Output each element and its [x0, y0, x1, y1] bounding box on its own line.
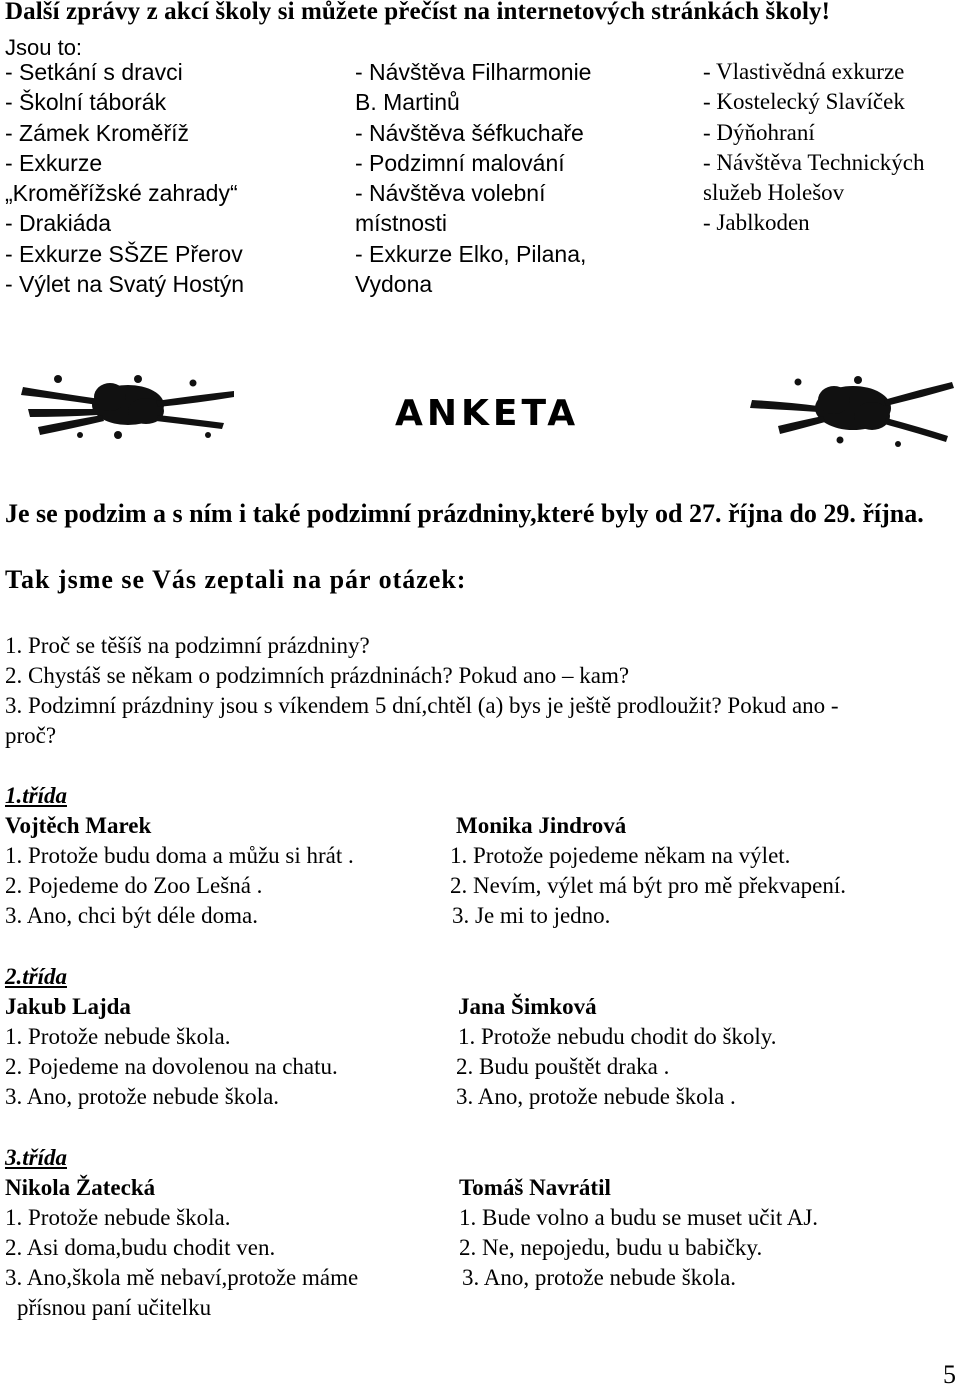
- list-item: - Exkurze SŠZE Přerov: [5, 240, 243, 267]
- student-name: Monika Jindrová: [456, 813, 627, 838]
- list-item: - Návštěva Technických: [703, 149, 925, 175]
- list-item: - Vlastivědná exkurze: [703, 59, 905, 84]
- student-name: Nikola Žatecká: [5, 1175, 156, 1200]
- list-item: - Drakiáda: [5, 210, 112, 237]
- student-name: Jana Šimková: [458, 994, 597, 1019]
- headline: Další zprávy z akcí školy si můžete přečíst na internetových stránkách školy!: [5, 0, 831, 25]
- answer: 2. Nevím, výlet má být pro mě překvapení.: [450, 873, 847, 898]
- list-item: - Školní táborák: [5, 89, 167, 116]
- list-item: B. Martinů: [355, 89, 460, 116]
- student-name: Vojtěch Marek: [5, 813, 152, 838]
- answer: 1. Protože nebudu chodit do školy.: [458, 1024, 777, 1049]
- list-item: - Exkurze Elko, Pilana,: [355, 240, 587, 267]
- list-item: - Návštěva Filharmonie: [355, 59, 592, 85]
- answer: 2. Pojedeme do Zoo Lešná .: [5, 873, 263, 898]
- list-item: - Podzimní malování: [355, 149, 565, 176]
- student-name: Jakub Lajda: [5, 994, 131, 1019]
- answer: 1. Protože pojedeme někam na výlet.: [450, 843, 791, 868]
- class-label: 2.třída: [5, 964, 67, 989]
- answer: 1. Protože budu doma a můžu si hrát .: [5, 843, 354, 868]
- ink-splat-icon: [748, 370, 958, 450]
- answer: 2. Pojedeme na dovolenou na chatu.: [5, 1054, 338, 1079]
- answer: 1. Protože nebude škola.: [5, 1205, 231, 1230]
- list-item: - Dýňohraní: [703, 119, 815, 145]
- answer: 2. Budu pouštět draka .: [456, 1054, 670, 1079]
- list-item: - Jablkoden: [703, 210, 810, 236]
- answer: 3. Ano, protože nebude škola.: [462, 1265, 737, 1290]
- answer: 2. Ne, nepojedu, budu u babičky.: [459, 1235, 763, 1260]
- answer: 3. Ano, protože nebude škola .: [456, 1084, 736, 1109]
- events-column-1: [5, 57, 335, 299]
- student-name: Tomáš Navrátil: [459, 1175, 611, 1200]
- class-label: 1.třída: [5, 783, 67, 808]
- answer: 3. Ano, chci být déle doma.: [5, 903, 258, 928]
- list-item: - Setkání s dravci: [5, 59, 183, 85]
- answer: 2. Asi doma,budu chodit ven.: [5, 1235, 276, 1260]
- answer: 3. Ano, protože nebude škola.: [5, 1084, 280, 1109]
- answer: 1. Protože nebude škola.: [5, 1024, 231, 1049]
- question-2: 2. Chystáš se někam o podzimních prázdninách? Pokud ano – kam?: [5, 663, 630, 688]
- intro-text: Je se podzim a s ním i také podzimní prázdniny,které byly od 27. října do 29. října.: [5, 499, 924, 528]
- answer: 1. Bude volno a budu se muset učit AJ.: [459, 1205, 819, 1230]
- answer: 3. Je mi to jedno.: [452, 903, 611, 928]
- answer: 3. Ano,škola mě nebaví,protože máme: [5, 1265, 359, 1290]
- question-3-cont: proč?: [5, 723, 57, 748]
- list-item: - Výlet na Svatý Hostýn: [5, 271, 245, 298]
- answer: přísnou paní učitelku: [17, 1295, 212, 1320]
- list-item: Vydona: [355, 271, 433, 298]
- question-lead: Tak jsme se Vás zeptali na pár otázek:: [5, 565, 467, 594]
- question-1: 1. Proč se těšíš na podzimní prázdniny?: [5, 633, 370, 658]
- page-number: 5: [943, 1360, 956, 1389]
- list-intro: Jsou to:: [5, 35, 83, 60]
- events-column-3: [703, 57, 958, 239]
- list-item: „Kroměřížské zahrady“: [5, 180, 238, 207]
- list-item: - Kostelecký Slavíček: [703, 89, 905, 115]
- list-item: - Návštěva volební: [355, 180, 546, 207]
- events-column-2: [355, 57, 685, 299]
- class-label: 3.třída: [5, 1145, 67, 1170]
- list-item: - Návštěva šéfkuchaře: [355, 119, 584, 146]
- question-3: 3. Podzimní prázdniny jsou s víkendem 5 dní,chtěl (a) bys je ještě prodloužit? Pokud ano -: [5, 693, 839, 718]
- ink-splat-icon: [18, 365, 238, 445]
- list-item: - Zámek Kroměříž: [5, 119, 190, 146]
- list-item: místnosti: [355, 210, 448, 237]
- section-title: ANKETA: [395, 393, 580, 434]
- list-item: - Exkurze: [5, 149, 103, 176]
- list-item: služeb Holešov: [703, 180, 845, 206]
